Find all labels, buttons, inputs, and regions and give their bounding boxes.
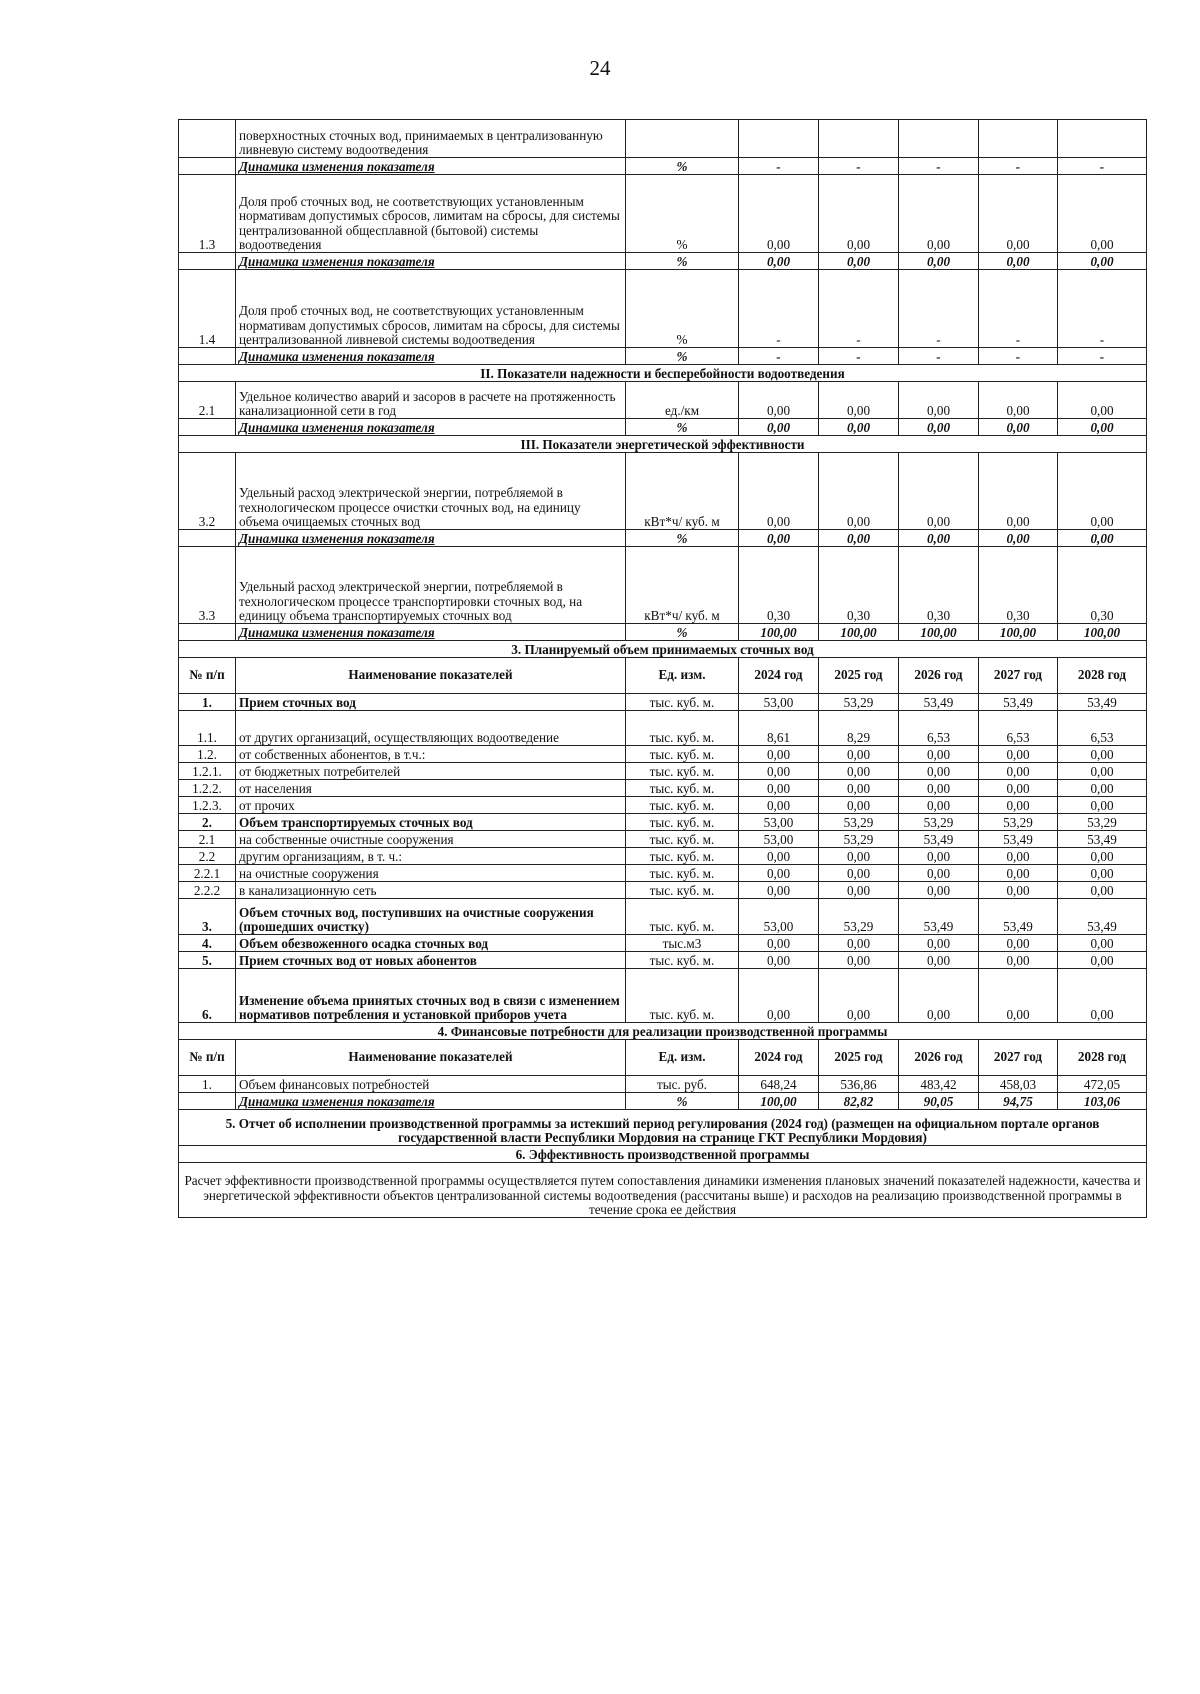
row-number: 1.2.3. bbox=[179, 797, 236, 814]
indicator-name: в канализационную сеть bbox=[236, 882, 626, 899]
indicator-row bbox=[179, 547, 1147, 624]
value-cell: 0,00 bbox=[1058, 865, 1147, 882]
row-number: 3.3 bbox=[179, 547, 236, 624]
value-cell: 0,00 bbox=[1058, 253, 1147, 270]
value-cell: 0,00 bbox=[899, 530, 979, 547]
header-year: 2028 год bbox=[1058, 1040, 1147, 1076]
indicator-name: Прием сточных вод от новых абонентов bbox=[236, 952, 626, 969]
header-year: 2024 год bbox=[739, 1040, 819, 1076]
indicator-name: Динамика изменения показателя bbox=[236, 624, 626, 641]
value-cell: 100,00 bbox=[1058, 624, 1147, 641]
value-cell: - bbox=[979, 270, 1058, 348]
unit-cell: % bbox=[626, 624, 739, 641]
value-cell: 0,00 bbox=[1058, 797, 1147, 814]
row-number bbox=[179, 1093, 236, 1110]
value-cell: 648,24 bbox=[739, 1076, 819, 1093]
unit-cell: ед./км bbox=[626, 382, 739, 419]
value-cell: 0,00 bbox=[819, 848, 899, 865]
header-year: 2026 год bbox=[899, 658, 979, 694]
unit-cell: тыс. куб. м. bbox=[626, 746, 739, 763]
unit-cell: тыс.м3 bbox=[626, 935, 739, 952]
value-cell: 0,00 bbox=[819, 530, 899, 547]
column-header-row bbox=[179, 658, 1147, 694]
header-number: № п/п bbox=[179, 1040, 236, 1076]
volume-row bbox=[179, 935, 1147, 952]
header-year: 2024 год bbox=[739, 658, 819, 694]
row-number: 1.2.2. bbox=[179, 780, 236, 797]
value-cell: 0,00 bbox=[819, 382, 899, 419]
row-number: 1.2. bbox=[179, 746, 236, 763]
volume-row bbox=[179, 831, 1147, 848]
volume-row bbox=[179, 694, 1147, 711]
program-table bbox=[178, 119, 1147, 1218]
indicator-name: Объем обезвоженного осадка сточных вод bbox=[236, 935, 626, 952]
value-cell: 53,29 bbox=[899, 814, 979, 831]
value-cell: 0,00 bbox=[739, 382, 819, 419]
value-cell: 103,06 bbox=[1058, 1093, 1147, 1110]
value-cell: 0,00 bbox=[1058, 382, 1147, 419]
value-cell: 53,49 bbox=[979, 694, 1058, 711]
section-header bbox=[179, 1146, 1147, 1163]
value-cell: 100,00 bbox=[819, 624, 899, 641]
header-year: 2027 год bbox=[979, 658, 1058, 694]
value-cell: 0,00 bbox=[739, 763, 819, 780]
section-header bbox=[179, 1023, 1147, 1040]
value-cell: - bbox=[739, 158, 819, 175]
value-cell: 0,00 bbox=[819, 763, 899, 780]
dynamics-row bbox=[179, 253, 1147, 270]
header-unit: Ед. изм. bbox=[626, 658, 739, 694]
value-cell: 0,00 bbox=[899, 175, 979, 253]
value-cell: 53,49 bbox=[899, 831, 979, 848]
value-cell: 0,00 bbox=[979, 530, 1058, 547]
value-cell: 0,00 bbox=[979, 952, 1058, 969]
value-cell: 0,00 bbox=[739, 848, 819, 865]
value-cell: 0,00 bbox=[899, 419, 979, 436]
value-cell: 0,00 bbox=[1058, 763, 1147, 780]
value-cell: - bbox=[819, 158, 899, 175]
value-cell: 53,49 bbox=[979, 831, 1058, 848]
unit-cell: тыс. куб. м. bbox=[626, 882, 739, 899]
value-cell: 0,30 bbox=[819, 547, 899, 624]
indicator-name: на собственные очистные сооружения bbox=[236, 831, 626, 848]
value-cell: 0,00 bbox=[979, 419, 1058, 436]
indicator-name: Динамика изменения показателя bbox=[236, 253, 626, 270]
indicator-name: Объем транспортируемых сточных вод bbox=[236, 814, 626, 831]
value-cell: 6,53 bbox=[979, 711, 1058, 746]
value-cell: 0,00 bbox=[979, 935, 1058, 952]
row-number: 1.1. bbox=[179, 711, 236, 746]
unit-cell: % bbox=[626, 348, 739, 365]
value-cell: 100,00 bbox=[979, 624, 1058, 641]
value-cell: 0,00 bbox=[819, 969, 899, 1023]
indicator-row bbox=[179, 175, 1147, 253]
row-number bbox=[179, 530, 236, 547]
value-cell: 0,30 bbox=[979, 547, 1058, 624]
section-header bbox=[179, 436, 1147, 453]
value-cell: 0,00 bbox=[899, 865, 979, 882]
unit-cell: тыс. руб. bbox=[626, 1076, 739, 1093]
row-number: 3. bbox=[179, 899, 236, 935]
value-cell: 0,00 bbox=[899, 797, 979, 814]
value-cell: 0,00 bbox=[819, 935, 899, 952]
section-header bbox=[179, 641, 1147, 658]
unit-cell: тыс. куб. м. bbox=[626, 848, 739, 865]
value-cell: 100,00 bbox=[899, 624, 979, 641]
value-cell: 0,00 bbox=[979, 797, 1058, 814]
value-cell: 0,00 bbox=[819, 865, 899, 882]
value-cell: 0,00 bbox=[899, 382, 979, 419]
section-header bbox=[179, 365, 1147, 382]
value-cell: 0,00 bbox=[979, 746, 1058, 763]
value-cell: 0,00 bbox=[739, 453, 819, 530]
value-cell: 0,00 bbox=[819, 797, 899, 814]
indicator-row bbox=[179, 120, 1147, 158]
value-cell: 0,00 bbox=[899, 882, 979, 899]
value-cell: 0,00 bbox=[739, 780, 819, 797]
volume-row bbox=[179, 797, 1147, 814]
row-number: 2.2 bbox=[179, 848, 236, 865]
unit-cell: тыс. куб. м. bbox=[626, 763, 739, 780]
indicator-name: Динамика изменения показателя bbox=[236, 530, 626, 547]
value-cell: 53,49 bbox=[899, 899, 979, 935]
value-cell: 53,49 bbox=[1058, 899, 1147, 935]
value-cell: 0,00 bbox=[979, 969, 1058, 1023]
value-cell: 0,00 bbox=[1058, 530, 1147, 547]
row-number bbox=[179, 624, 236, 641]
value-cell: 100,00 bbox=[739, 1093, 819, 1110]
value-cell: - bbox=[819, 270, 899, 348]
value-cell: 0,00 bbox=[739, 969, 819, 1023]
value-cell: 0,00 bbox=[819, 780, 899, 797]
unit-cell: % bbox=[626, 175, 739, 253]
value-cell: 0,00 bbox=[979, 848, 1058, 865]
row-number bbox=[179, 253, 236, 270]
row-number: 1.3 bbox=[179, 175, 236, 253]
volume-row bbox=[179, 763, 1147, 780]
unit-cell: % bbox=[626, 419, 739, 436]
value-cell: 0,00 bbox=[739, 935, 819, 952]
unit-cell: % bbox=[626, 270, 739, 348]
indicator-name: от других организаций, осуществляющих водоотведение bbox=[236, 711, 626, 746]
value-cell: 0,00 bbox=[899, 848, 979, 865]
value-cell: 100,00 bbox=[739, 624, 819, 641]
volume-row bbox=[179, 969, 1147, 1023]
row-number: 2.2.2 bbox=[179, 882, 236, 899]
section-title: 6. Эффективность производственной программы bbox=[179, 1146, 1147, 1163]
value-cell: 53,29 bbox=[819, 831, 899, 848]
row-number bbox=[179, 348, 236, 365]
unit-cell: тыс. куб. м. bbox=[626, 711, 739, 746]
efficiency-text: Расчет эффективности производственной программы осуществляется путем сопоставления динамики изменения плановых значений показателей надежности, качества и энергетической эффективности объектов централизованной системы водоотведения (рассчитаны выше) и расходов на реализацию производственной программы в течение срока ее действия bbox=[179, 1163, 1147, 1218]
row-number: 2. bbox=[179, 814, 236, 831]
indicator-name: Удельное количество аварий и засоров в расчете на протяженность канализационной сети в год bbox=[236, 382, 626, 419]
indicator-name: Доля проб сточных вод, не соответствующих установленным нормативам допустимых сбросов, лимитам на сбросы, для системы централизованной ливневой системы водоотведения bbox=[236, 270, 626, 348]
report-text: 5. Отчет об исполнении производственной программы за истекший период регулирования (2024 год) (размещен на официальном портале органов государственной власти Республики Мордовия на странице ГКТ Республики Мордовия) bbox=[179, 1110, 1147, 1146]
value-cell: 0,00 bbox=[899, 746, 979, 763]
indicator-name: Доля проб сточных вод, не соответствующих установленным нормативам допустимых сбросов, лимитам на сбросы, для системы централизованной общесплавной (бытовой) системы водоотведения bbox=[236, 175, 626, 253]
value-cell: 0,00 bbox=[979, 780, 1058, 797]
indicator-name: другим организациям, в т. ч.: bbox=[236, 848, 626, 865]
row-number bbox=[179, 158, 236, 175]
value-cell: 0,00 bbox=[899, 453, 979, 530]
value-cell: 0,00 bbox=[899, 952, 979, 969]
value-cell: 6,53 bbox=[899, 711, 979, 746]
unit-cell: тыс. куб. м. bbox=[626, 780, 739, 797]
value-cell: 0,00 bbox=[979, 382, 1058, 419]
value-cell: 0,00 bbox=[1058, 952, 1147, 969]
header-year: 2026 год bbox=[899, 1040, 979, 1076]
value-cell: 0,00 bbox=[1058, 175, 1147, 253]
value-cell: 0,00 bbox=[979, 882, 1058, 899]
value-cell: 0,00 bbox=[739, 175, 819, 253]
value-cell: 0,00 bbox=[739, 746, 819, 763]
value-cell: 8,61 bbox=[739, 711, 819, 746]
indicator-row bbox=[179, 453, 1147, 530]
indicator-name: Объем финансовых потребностей bbox=[236, 1076, 626, 1093]
value-cell: - bbox=[899, 270, 979, 348]
row-number: 2.2.1 bbox=[179, 865, 236, 882]
row-number: 2.1 bbox=[179, 382, 236, 419]
unit-cell: % bbox=[626, 1093, 739, 1110]
value-cell: 0,00 bbox=[739, 530, 819, 547]
value-cell: 0,00 bbox=[899, 969, 979, 1023]
dynamics-row bbox=[179, 158, 1147, 175]
row-number: 6. bbox=[179, 969, 236, 1023]
value-cell: 0,00 bbox=[739, 952, 819, 969]
value-cell: 90,05 bbox=[899, 1093, 979, 1110]
value-cell: 458,03 bbox=[979, 1076, 1058, 1093]
volume-row bbox=[179, 780, 1147, 797]
volume-row bbox=[179, 865, 1147, 882]
indicator-name: Удельный расход электрической энергии, потребляемой в технологическом процессе транспортировки сточных вод, на единицу объема транспортируемых сточных вод bbox=[236, 547, 626, 624]
header-name: Наименование показателей bbox=[236, 658, 626, 694]
unit-cell: тыс. куб. м. bbox=[626, 814, 739, 831]
value-cell: 0,00 bbox=[979, 253, 1058, 270]
value-cell: 53,29 bbox=[819, 814, 899, 831]
header-year: 2025 год bbox=[819, 658, 899, 694]
value-cell: - bbox=[1058, 270, 1147, 348]
value-cell: 53,49 bbox=[899, 694, 979, 711]
dynamics-row bbox=[179, 624, 1147, 641]
value-cell: 0,00 bbox=[819, 419, 899, 436]
unit-cell: кВт*ч/ куб. м bbox=[626, 453, 739, 530]
value-cell: 0,30 bbox=[739, 547, 819, 624]
value-cell: - bbox=[739, 348, 819, 365]
section-title: II. Показатели надежности и бесперебойности водоотведения bbox=[179, 365, 1147, 382]
indicator-name: Изменение объема принятых сточных вод в связи с изменением нормативов потребления и установкой приборов учета bbox=[236, 969, 626, 1023]
value-cell: 0,00 bbox=[819, 175, 899, 253]
value-cell: 472,05 bbox=[1058, 1076, 1147, 1093]
value-cell: - bbox=[979, 348, 1058, 365]
header-year: 2025 год bbox=[819, 1040, 899, 1076]
indicator-name: Динамика изменения показателя bbox=[236, 348, 626, 365]
value-cell: 0,00 bbox=[819, 882, 899, 899]
value-cell: - bbox=[1058, 348, 1147, 365]
unit-cell: кВт*ч/ куб. м bbox=[626, 547, 739, 624]
value-cell: - bbox=[739, 270, 819, 348]
value-cell: 94,75 bbox=[979, 1093, 1058, 1110]
indicator-name: Прием сточных вод bbox=[236, 694, 626, 711]
value-cell: 53,00 bbox=[739, 831, 819, 848]
value-cell: 483,42 bbox=[899, 1076, 979, 1093]
value-cell: 53,00 bbox=[739, 694, 819, 711]
value-cell: 0,00 bbox=[979, 453, 1058, 530]
value-cell: 0,00 bbox=[1058, 746, 1147, 763]
column-header-row bbox=[179, 1040, 1147, 1076]
value-cell: 0,00 bbox=[899, 763, 979, 780]
indicator-row bbox=[179, 270, 1147, 348]
value-cell: 0,00 bbox=[1058, 935, 1147, 952]
indicator-name: на очистные сооружения bbox=[236, 865, 626, 882]
value-cell: 0,00 bbox=[1058, 453, 1147, 530]
unit-cell: % bbox=[626, 530, 739, 547]
value-cell: 0,00 bbox=[1058, 882, 1147, 899]
value-cell: 6,53 bbox=[1058, 711, 1147, 746]
row-number: 1.4 bbox=[179, 270, 236, 348]
value-cell: 536,86 bbox=[819, 1076, 899, 1093]
value-cell: 53,29 bbox=[979, 814, 1058, 831]
volume-row bbox=[179, 882, 1147, 899]
volume-row bbox=[179, 814, 1147, 831]
value-cell: 0,00 bbox=[739, 253, 819, 270]
value-cell: 0,00 bbox=[979, 865, 1058, 882]
unit-cell: % bbox=[626, 253, 739, 270]
row-number: 4. bbox=[179, 935, 236, 952]
unit-cell: тыс. куб. м. bbox=[626, 899, 739, 935]
value-cell: 53,49 bbox=[979, 899, 1058, 935]
value-cell: 0,00 bbox=[899, 935, 979, 952]
value-cell: 0,00 bbox=[899, 253, 979, 270]
value-cell: 0,00 bbox=[1058, 969, 1147, 1023]
indicator-name: от собственных абонентов, в т.ч.: bbox=[236, 746, 626, 763]
value-cell: 53,29 bbox=[1058, 814, 1147, 831]
header-name: Наименование показателей bbox=[236, 1040, 626, 1076]
dynamics-row bbox=[179, 348, 1147, 365]
row-number bbox=[179, 120, 236, 158]
value-cell: 0,00 bbox=[819, 453, 899, 530]
row-number: 5. bbox=[179, 952, 236, 969]
value-cell: 0,00 bbox=[739, 865, 819, 882]
indicator-name: Объем сточных вод, поступивших на очистные сооружения (прошедших очистку) bbox=[236, 899, 626, 935]
indicator-name: от бюджетных потребителей bbox=[236, 763, 626, 780]
value-cell: 82,82 bbox=[819, 1093, 899, 1110]
value-cell: 0,00 bbox=[979, 763, 1058, 780]
row-number bbox=[179, 419, 236, 436]
header-number: № п/п bbox=[179, 658, 236, 694]
value-cell: 0,00 bbox=[899, 780, 979, 797]
row-number: 1. bbox=[179, 1076, 236, 1093]
row-number: 1. bbox=[179, 694, 236, 711]
value-cell: 0,00 bbox=[739, 419, 819, 436]
volume-row bbox=[179, 711, 1147, 746]
value-cell: 0,00 bbox=[1058, 848, 1147, 865]
row-number: 3.2 bbox=[179, 453, 236, 530]
volume-row bbox=[179, 746, 1147, 763]
value-cell: 0,00 bbox=[739, 882, 819, 899]
header-unit: Ед. изм. bbox=[626, 1040, 739, 1076]
value-cell: 0,00 bbox=[979, 175, 1058, 253]
dynamics-row bbox=[179, 419, 1147, 436]
unit-cell: тыс. куб. м. bbox=[626, 831, 739, 848]
value-cell: 0,30 bbox=[899, 547, 979, 624]
unit-cell: тыс. куб. м. bbox=[626, 952, 739, 969]
value-cell: 0,00 bbox=[1058, 780, 1147, 797]
value-cell: 53,00 bbox=[739, 814, 819, 831]
indicator-name: Динамика изменения показателя bbox=[236, 1093, 626, 1110]
header-year: 2028 год bbox=[1058, 658, 1147, 694]
section-title: 3. Планируемый объем принимаемых сточных вод bbox=[179, 641, 1147, 658]
value-cell: 0,00 bbox=[819, 952, 899, 969]
value-cell: 0,00 bbox=[739, 797, 819, 814]
indicator-name: Динамика изменения показателя bbox=[236, 158, 626, 175]
indicator-row bbox=[179, 382, 1147, 419]
indicator-name: Удельный расход электрической энергии, потребляемой в технологическом процессе очистки сточных вод, на единицу объема очищаемых сточных вод bbox=[236, 453, 626, 530]
indicator-name: от населения bbox=[236, 780, 626, 797]
value-cell: - bbox=[979, 158, 1058, 175]
value-cell: 0,00 bbox=[1058, 419, 1147, 436]
dynamics-row bbox=[179, 530, 1147, 547]
value-cell: - bbox=[819, 348, 899, 365]
volume-row bbox=[179, 952, 1147, 969]
row-number: 1.2.1. bbox=[179, 763, 236, 780]
unit-cell: тыс. куб. м. bbox=[626, 797, 739, 814]
unit-cell: тыс. куб. м. bbox=[626, 969, 739, 1023]
value-cell: 0,00 bbox=[819, 253, 899, 270]
section-title: 4. Финансовые потребности для реализации производственной программы bbox=[179, 1023, 1147, 1040]
indicator-row bbox=[179, 1076, 1147, 1093]
indicator-name: от прочих bbox=[236, 797, 626, 814]
unit-cell: тыс. куб. м. bbox=[626, 865, 739, 882]
efficiency-row bbox=[179, 1163, 1147, 1218]
report-row bbox=[179, 1110, 1147, 1146]
dynamics-row bbox=[179, 1093, 1147, 1110]
value-cell: 53,29 bbox=[819, 694, 899, 711]
value-cell: - bbox=[899, 348, 979, 365]
volume-row bbox=[179, 899, 1147, 935]
value-cell: 53,49 bbox=[1058, 831, 1147, 848]
value-cell: - bbox=[899, 158, 979, 175]
page-number: 24 bbox=[589, 56, 611, 80]
indicator-name: Динамика изменения показателя bbox=[236, 419, 626, 436]
value-cell: 53,49 bbox=[1058, 694, 1147, 711]
value-cell: 53,00 bbox=[739, 899, 819, 935]
value-cell: 53,29 bbox=[819, 899, 899, 935]
section-title: III. Показатели энергетической эффективности bbox=[179, 436, 1147, 453]
unit-cell: % bbox=[626, 158, 739, 175]
volume-row bbox=[179, 848, 1147, 865]
header-year: 2027 год bbox=[979, 1040, 1058, 1076]
indicator-name: поверхностных сточных вод, принимаемых в централизованную ливневую систему водоотведения bbox=[236, 120, 626, 158]
unit-cell: тыс. куб. м. bbox=[626, 694, 739, 711]
value-cell: 8,29 bbox=[819, 711, 899, 746]
value-cell: 0,00 bbox=[819, 746, 899, 763]
value-cell: - bbox=[1058, 158, 1147, 175]
row-number: 2.1 bbox=[179, 831, 236, 848]
value-cell: 0,30 bbox=[1058, 547, 1147, 624]
